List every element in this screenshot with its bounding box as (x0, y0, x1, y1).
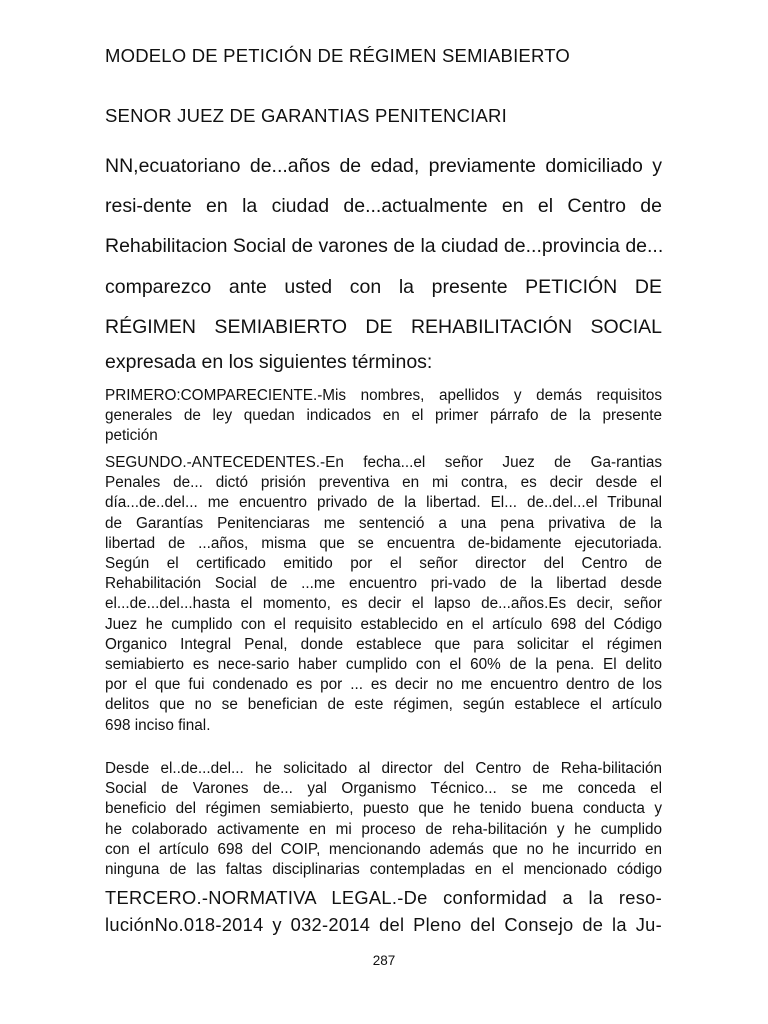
paragraph-line: PRIMERO:COMPARECIENTE.-Mis nombres, apellidos y demás requisitos (105, 387, 662, 404)
paragraph-line: Penales de... dictó prisión preventiva en mi contra, es decir desde el (105, 474, 662, 492)
paragraph-line: Social de Varones de... yal Organismo Técnico... se me conceda el (105, 780, 662, 798)
paragraph-line: luciónNo.018-2014 y 032-2014 del Pleno del Consejo de la Ju- (105, 914, 662, 935)
segundo-paragraph (105, 453, 662, 736)
intro-line: comparezco ante usted con la presente PETICIÓN DE (105, 275, 662, 298)
intro-line: resi-dente en la ciudad de...actualmente en el Centro de (105, 195, 662, 218)
paragraph-line: beneficio del régimen semiabierto, puesto que he tenido buena conducta y (105, 800, 662, 818)
addressee-line: SENOR JUEZ DE GARANTIAS PENITENCIARI (105, 105, 507, 126)
intro-line: RÉGIMEN SEMIABIERTO DE REHABILITACIÓN SOCIAL (105, 315, 662, 338)
page-number: 287 (372, 953, 396, 968)
paragraph-line: semiabierto es nece-sario haber cumplido con el 60% de la pena. El delito (105, 656, 662, 674)
document-title: MODELO DE PETICIÓN DE RÉGIMEN SEMIABIERTO (105, 45, 570, 66)
paragraph-line: Desde el..de...del... he solicitado al director del Centro de Reha-bilitación (105, 760, 662, 777)
paragraph-line: libertad de ...años, misma que se encuentra de-bidamente ejecutoriada. (105, 534, 662, 552)
primero-paragraph (105, 386, 662, 447)
intro-paragraph (105, 146, 662, 347)
paragraph-line: TERCERO.-NORMATIVA LEGAL.-De conformidad a la reso- (105, 887, 662, 908)
paragraph-line: por el que fui condenado es por ... es decir no me encuentro dentro de los (105, 676, 662, 694)
paragraph-line: petición (105, 427, 158, 445)
paragraph-line: ninguna de las faltas disciplinarias contempladas en el mencionado código (105, 861, 662, 879)
intro-line: Rehabilitacion Social de varones de la ciudad de...provincia de... (105, 235, 664, 258)
paragraph-line: Según el certificado emitido por el señor director del Centro de (105, 555, 662, 573)
paragraph-line: Juez he cumplido con el requisito establecido en el artículo 698 del Código (105, 615, 662, 633)
intro-closing-line: expresada en los siguientes términos: (105, 351, 433, 373)
paragraph-line: SEGUNDO.-ANTECEDENTES.-En fecha...el señor Juez de Ga-rantias (105, 454, 662, 471)
paragraph-line: con el artículo 698 del COIP, mencionando además que no he incurrido en (105, 840, 662, 858)
paragraph-line: el...de...del...hasta el momento, es decir el lapso de...años.Es decir, señor (105, 595, 662, 613)
desde-paragraph (105, 759, 662, 880)
paragraph-line: generales de ley quedan indicados en el primer párrafo de la presente (105, 407, 662, 425)
intro-line: NN,ecuatoriano de...años de edad, previamente domiciliado y (105, 155, 662, 177)
paragraph-line: día...de..del... me encuentro privado de la libertad. El... de..del...el Tribunal (105, 494, 662, 512)
paragraph-line: Rehabilitación Social de ...me encuentro pri-vado de la libertad desde (105, 575, 662, 593)
paragraph-line: delitos que no se benefician de este régimen, según establece el artículo (105, 696, 662, 714)
tercero-paragraph (105, 884, 662, 938)
paragraph-line: Organico Integral Penal, donde establece que para solicitar el régimen (105, 635, 662, 653)
paragraph-line: he colaborado activamente en mi proceso de reha-bilitación y he cumplido (105, 820, 662, 838)
paragraph-line: 698 inciso final. (105, 716, 211, 734)
paragraph-line: de Garantías Penitenciaras me sentenció a una pena privativa de la (105, 514, 662, 532)
